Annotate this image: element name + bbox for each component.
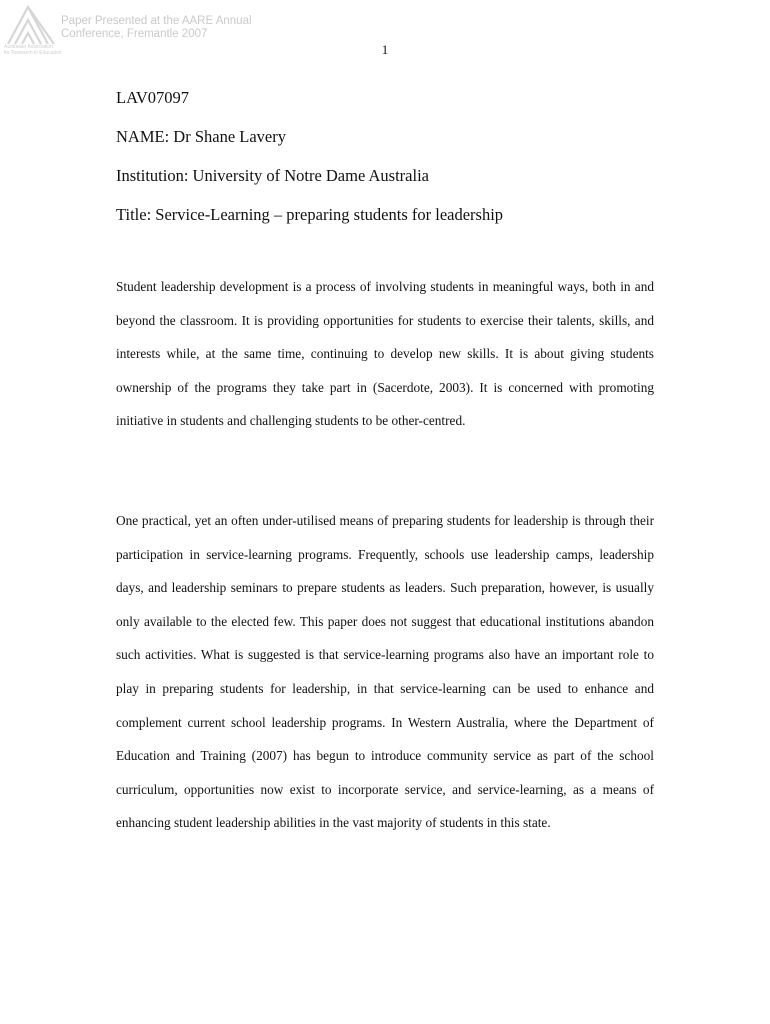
institution: Institution: University of Notre Dame Australia — [116, 166, 429, 185]
watermark-text — [61, 15, 252, 41]
paragraph: Student leadership development is a process of involving students in meaningful ways, both in and beyond the classroom. It is providing opportunities for students to exercise their talents, skills, and interests while, at the same time, continuing to develop new skills. It is about giving students ownership of the programs they take part in (Sacerdote, 2003). It is concerned with promoting initiative in students and challenging students to be other-centred. — [116, 279, 654, 429]
watermark-org-line-1: Australian Association — [4, 44, 53, 50]
watermark-line-1: Paper Presented at the AARE Annual — [61, 15, 252, 27]
paper-title: Title: Service-Learning – preparing students for leadership — [116, 205, 504, 224]
author-name: NAME: Dr Shane Lavery — [116, 127, 286, 146]
paragraph: One practical, yet an often under-utilised means of preparing students for leadership is through their participation in service-learning programs. Frequently, schools use leadership camps, leadership days, and leadership seminars to prepare students as leaders. Such preparation, however, is usually only available to the elected few. This paper does not suggest that educational institutions abandon such activities. What is suggested is that service-learning programs also have an important role to play in preparing students for leadership, in that service-learning can be used to enhance and complement current school leadership programs. In Western Australia, where the Department of Education and Training (2007) has begun to introduce community service as part of the school curriculum, opportunities now exist to incorporate service, and service-learning, as a means of enhancing student leadership abilities in the vast majority of students in this state. — [116, 513, 654, 831]
page-number: 1 — [381, 42, 389, 57]
watermark-line-2: Conference, Fremantle 2007 — [61, 28, 208, 40]
watermark-org-line-2: for Research in Education — [4, 50, 62, 56]
paper-code: LAV07097 — [116, 88, 190, 107]
